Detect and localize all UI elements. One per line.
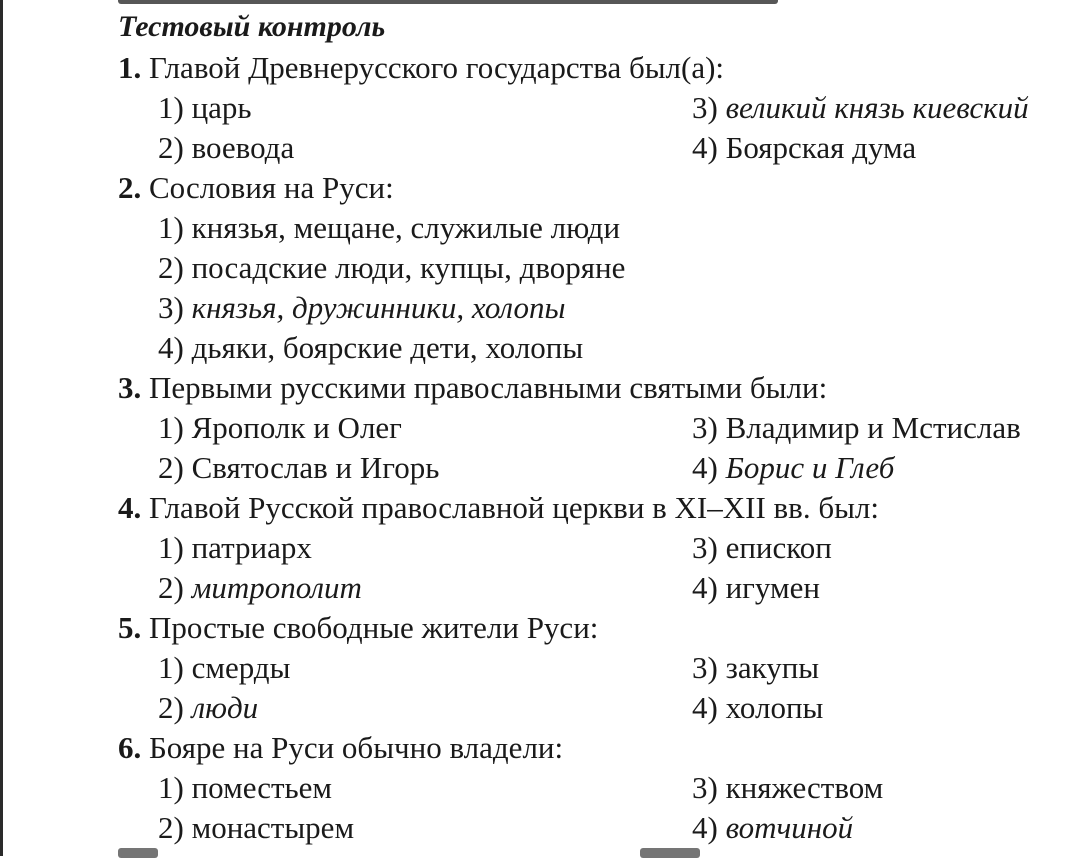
option-number: 1): [158, 90, 184, 125]
option-number: 2): [158, 450, 184, 485]
option-number: 1): [158, 530, 184, 565]
question-2-option-1: [158, 210, 620, 246]
question-2-number: 2.: [118, 170, 142, 205]
question-1-number: 1.: [118, 50, 142, 85]
option-number: 3): [692, 410, 718, 445]
question-6-text: Бояре на Руси обычно владели:: [149, 730, 564, 765]
question-6: [118, 730, 563, 766]
question-3-option-1: [158, 410, 402, 446]
option-number: 2): [158, 250, 184, 285]
question-3-option-3: [692, 410, 1021, 446]
question-5-option-2: [158, 690, 258, 726]
option-text-answer: митрополит: [191, 570, 362, 605]
option-number: 4): [692, 130, 718, 165]
question-6-option-3: [692, 770, 883, 806]
option-text: княжеством: [725, 770, 884, 805]
question-6-option-2: [158, 810, 354, 846]
question-4-option-3: [692, 530, 832, 566]
option-text-answer: люди: [191, 690, 259, 725]
option-text: поместьем: [191, 770, 333, 805]
question-1-option-3: [692, 90, 1029, 126]
option-number: 2): [158, 130, 184, 165]
cut-off-text-fragment: [118, 848, 158, 858]
option-number: 2): [158, 570, 184, 605]
option-text-answer: вотчиной: [725, 810, 854, 845]
cut-off-text-fragment: [118, 0, 778, 4]
question-5-option-1: [158, 650, 290, 686]
question-5-text: Простые свободные жители Руси:: [149, 610, 599, 645]
question-6-option-4: [692, 810, 853, 846]
question-2: [118, 170, 394, 206]
option-text: игумен: [725, 570, 820, 605]
question-5-option-4: [692, 690, 823, 726]
option-text-answer: Борис и Глеб: [725, 450, 895, 485]
page-title: Тестовый контроль: [118, 10, 386, 43]
option-number: 4): [692, 570, 718, 605]
question-3: [118, 370, 827, 406]
question-1-option-4: [692, 130, 916, 166]
option-number: 1): [158, 650, 184, 685]
option-number: 4): [158, 330, 184, 365]
option-text-answer: князья, дружинники, холопы: [191, 290, 566, 325]
question-1-option-1: [158, 90, 252, 126]
question-4-number: 4.: [118, 490, 142, 525]
option-text: князья, мещане, служилые люди: [191, 210, 621, 245]
page-left-border: [0, 0, 3, 856]
question-4: [118, 490, 879, 526]
option-number: 4): [692, 450, 718, 485]
option-text: Боярская дума: [725, 130, 917, 165]
question-4-option-1: [158, 530, 312, 566]
option-number: 3): [692, 90, 718, 125]
question-2-option-4: [158, 330, 583, 366]
question-2-text: Сословия на Руси:: [149, 170, 394, 205]
option-text-answer: великий князь киевский: [725, 90, 1029, 125]
question-6-option-1: [158, 770, 332, 806]
cut-off-top-line: [118, 0, 788, 6]
option-number: 4): [692, 810, 718, 845]
cut-off-text-fragment: [640, 848, 700, 858]
question-2-option-2: [158, 250, 625, 286]
option-number: 1): [158, 410, 184, 445]
question-1-text: Главой Древнерусского государства был(а):: [149, 50, 725, 85]
question-4-option-2: [158, 570, 362, 606]
option-text: епископ: [725, 530, 832, 565]
question-5: [118, 610, 598, 646]
option-text: закупы: [725, 650, 820, 685]
option-text: воевода: [191, 130, 295, 165]
option-number: 3): [692, 770, 718, 805]
question-1: [118, 50, 724, 86]
option-number: 2): [158, 810, 184, 845]
option-number: 3): [158, 290, 184, 325]
option-number: 4): [692, 690, 718, 725]
option-text: Владимир и Мстислав: [725, 410, 1021, 445]
option-text: царь: [191, 90, 252, 125]
option-text: патриарх: [191, 530, 312, 565]
option-number: 2): [158, 690, 184, 725]
option-number: 1): [158, 210, 184, 245]
question-2-option-3: [158, 290, 565, 326]
question-5-number: 5.: [118, 610, 142, 645]
question-3-number: 3.: [118, 370, 142, 405]
question-4-text: Главой Русской православной церкви в XI–XII вв. был:: [149, 490, 879, 525]
option-number: 1): [158, 770, 184, 805]
option-text: монастырем: [191, 810, 355, 845]
question-3-text: Первыми русскими православными святыми были:: [149, 370, 828, 405]
question-3-option-2: [158, 450, 439, 486]
option-text: Святослав и Игорь: [191, 450, 440, 485]
question-3-option-4: [692, 450, 894, 486]
question-6-number: 6.: [118, 730, 142, 765]
question-4-option-4: [692, 570, 820, 606]
option-text: смерды: [191, 650, 291, 685]
option-text: Ярополк и Олег: [191, 410, 402, 445]
option-number: 3): [692, 530, 718, 565]
option-text: дьяки, боярские дети, холопы: [191, 330, 584, 365]
question-5-option-3: [692, 650, 819, 686]
option-number: 3): [692, 650, 718, 685]
option-text: холопы: [725, 690, 824, 725]
question-1-option-2: [158, 130, 294, 166]
option-text: посадские люди, купцы, дворяне: [191, 250, 626, 285]
